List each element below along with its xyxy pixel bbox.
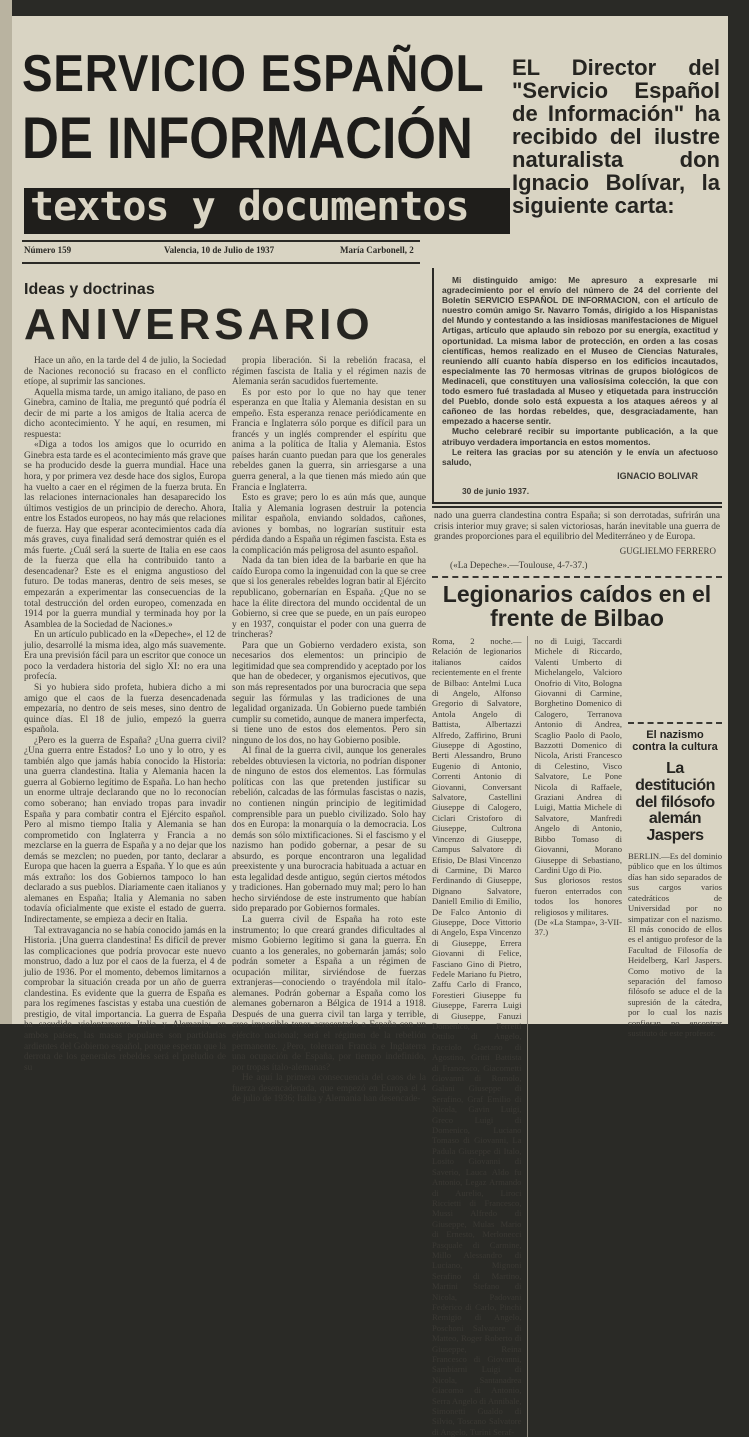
paragraph: propia liberación. Si la rebelión fracasa, el régimen fascista de Italia y el régimen nazis de Alemania serán sacudidos fuertemente. — [232, 356, 426, 388]
paragraph: Aquella misma tarde, un amigo italiano, de paso en Ginebra, camino de Italia, me preguntó qué podría él decir de mi parte a los amigos de Italia acerca de dicho acontecimiento. Y he aquí, en resumen, mi respuesta: — [24, 387, 226, 440]
legionarios-col1: Roma, 2 noche.—Relación de legionarios italianos caídos recientemente en el frente de Bilbao: Antelmi Luca di Angelo, Alfonso Gregorio di Salvatore, Antola Angelo di Battista, Albertazzi Alfredo, Zaffirino, Bruni Giuseppe di Agostino, Berti Alessandro, Bruno Eugenio di Antonio, Correnti Antonio di Giovanni, Conversant Salvatore, Castellini Giuseppe di Calogero, Ciclari Cristoforo di Giuseppe, Cultrona Vincenzo di Giuseppe, Campus Salvatore di Efisio, De Blasi Vincenzo di Carmine, Di Marco Ferdinando di Giuseppe, Dignano Salvatore, Daniell Emilio di Emilio, De Falco Antonio di Giuseppe, Doce Vittorio di Angelo, Espa Vincenzo di Giuseppe, Errera Giovanni di Felice, Fasciano Gino di Pietro, Fedele Mariano fu Pietro, Zaffu Carlo di Franco, Forestieri Giuseppe fu Giuseppe, Farerra Luigi di Giuseppe, Fanuzi Domenico, Ferretti Ottilio di Angelo, Facciolo Gaetano di Agostino, Gritti Battista di Francesco, Giacometti Giovanni di Romolo, Galani Giuseppe di Serafino, Graf Emilio di Nicola, Gavin Luigi, Greco Luigi di Domenico, Luciano Tomaso di Giovanni, La Padula Giuseppe di Italo, Losito Giovanni di Saverio, Lauca Aldo fu Antonio, Legaz Armando di Aurelio, Liroci Riccietti di Francesco, Mussi Alfredo di Giuseppe, Mulas Mario di Ernesto, Merlonecci Pasquale di Carmine, Millo Alessandro di Luciano, Mignoni Serafino di Martino, Martini Stefano di Nicola, Padovani Federico di Carlo, Pinchi Remigio di Angelo, Poschoni Salvatore di Matteo, Roger Roberto di Giuseppe, Reina Francesco di Giovanni, Sambiarni Luigi di Nicola, Santanadrea Giacomo di Antonio, Serra Angelo di Annibale, Simonetti Gualdo di Silvio, Toscano Salvatore di Angelo, Turini Seraf- — [432, 635, 522, 1437]
paragraph: En un artículo publicado en la «Depeche», el 12 de julio, desarrollé la misma idea, algo más suavemente. Era una previsión fácil para un escritor que conoce un poco la verdadera historia del siglo XI: no era una profecía. — [24, 630, 226, 683]
legionarios-col2: no di Luigi, Taccardi Michele di Riccardo, Valenti Umberto di Michelangelo, Valcioro Onofrio di Vito, Bologna Giovanni di Carmine, Borghetino Domenico di Calogero, Terranova Antonio di Andrea, Scaglio Paolo di Paolo, Bazzotti Domenico di Nicola, Aristi Francesco di Celestino, Visco Salvatore, Le Pone Nicola di Raffaele, Graziani Andrea di Luigi, Mattia Michele di Salvatore, Manfredi Angelo di Antonio, Bibbo Tomaso di Giovanni, Morano Giuseppe di Sebastiano, Cardini Ugo di Pio. Sus gloriosos restos fueron enterrados con todos los honores religiosos y militares. (De «La Stampa», 3-VII-37.) — [534, 635, 622, 938]
column-rule — [527, 636, 528, 1437]
paragraph: Hace un año, en la tarde del 4 de julio, la Sociedad de Naciones reconoció su fracaso en el conflicto etíope, al suprimir las sanciones. — [24, 356, 226, 388]
issue-date: Valencia, 10 de Julio de 1937 — [164, 245, 275, 255]
paragraph: Para que un Gobierno verdadero exista, son necesarios dos elementos: un principio de legitimidad que sea comprendido y aceptado por los que han de obedecer, y organismos ejecutivos, que son más representados por una burocracia que sepa seguir las fórmulas y las tradiciones de una legalidad organizada. Un Gobierno puede también cumplir su cometido, aunque de manera imperfecta, si tiene uno de estos dos elementos. Pero sin ninguno de los dos, no hay Gobierno posible. — [232, 640, 426, 746]
rule — [22, 240, 420, 242]
jaspers-title: La destitución del filósofo alemán Jaspers — [635, 760, 715, 845]
paragraph: Al final de la guerra civil, aunque los generales rebeldes obtuviesen la victoria, no podrían disponer de ninguno de estos dos elementos. Las fórmulas políticas con las que pretenden justificar su rebelión, calcadas de las fórmulas fascistas o nazis, no contienen ningún principio de legitimidad comprensible para un pueblo civilizado. Solo hay dos en Europa: la monarquía o la democracia. Los demás son sólo mixtificaciones. Si el fascismo y el nazismo han podido gobernar, a pesar de su absurdo, es porque encontraron una legalidad preexistente y una burocracia habituada a actuar en esta legalidad desde antiguo, según ciertos métodos y tradiciones. Han gobernado muy mal; pero lo han hecho sirviéndose de este instrumento que habían sido preparado por Gobiernos formales. — [232, 746, 426, 915]
ornamental-divider — [432, 576, 722, 579]
paragraph: ¿Pero es la guerra de España? ¿Una guerra civil? ¿Una guerra entre Estados? Lo uno y lo otro, y es también algo que jamás había conocido la Historia: una guerra clandestina. Italia y Alemania hacen la guerra al Gobierno legítimo de España. Lo han hecho un enorme ultraje declarando que no lo reconocían como soberano; han enviado tropas para invadir España y para combatir contra el Ejército español. Pero al mismo tiempo Italia y Alemania se han comprometido con Inglaterra y Francia a no mezclarse en la guerra de España y a no dejar que los demás se mezclen; no pueden, por tanto, declarar a Europa que hacen la guerra a España. Y lo que es aún más extraño: los dos Gobiernos tampoco lo han declarado a sus pueblos. Diariamente caen italianos y alemanes en España; Italia y Alemania no saben todavía oficialmente que existe el estado de guerra. Indirectamente, se empieza a decir en Italia. — [24, 735, 226, 925]
letter-date: 30 de junio 1937. — [462, 485, 530, 496]
paragraph: Esto es grave; pero lo es aún más que, aunque Italia y Alemania lograsen destruir la potencia militar española, enviando soldados, cañones, aviones y bombas, no lograrían sustituir esta pérdida dando a España un régimen fascista. Esta es la complicación más peligrosa del asunto español. — [232, 493, 426, 556]
article-title: ANIVERSARIO — [24, 300, 374, 349]
masthead-line1: SERVICIO ESPAÑOL — [22, 45, 485, 103]
issue-number: Número 159 — [24, 245, 72, 255]
article-author: GUGLIELMO FERRERO — [619, 545, 716, 556]
section-kicker: Ideas y doctrinas — [24, 281, 155, 298]
paragraph: Es por esto por lo que no hay que tener esperanza en que Italia y Alemania desistan en su empeño. Esta esperanza renace periódicamente en Francia e Inglaterra sólo porque es difícil para un francés y un inglés comprender el espíritu que anima a la política de Italia y Alemania. Estos países harán cuanto puedan para que los generales rebeldes ganen la guerra, sin arriesgarse a una guerra general, a la que tienen más miedo aún que Francia e Inglaterra. — [232, 387, 426, 493]
jaspers-body: BERLIN.—Es del dominio público que en los últimos días han sido separados de sus cargos varios catedráticos de Universidad por no simpatizar con el nazismo. El más conocido de ellos es el antiguo profesor de la Facultad de Filosofía de Heidelberg, Karl Jaspers. Como motivo de la separación del famoso filósofo se aduce el de la supresión de la cátedra, por lo cual los nazis confiesan no encontrar sustituto de este profesor. — [628, 851, 722, 1038]
letter-paragraph: Le reitera las gracias por su atención y le envía un afectuoso saludo, — [442, 446, 718, 467]
bolivar-intro: EL Director del "Servicio Español de Información" ha recibido del ilustre naturalista don Ignacio Bolívar, la siguiente carta: — [512, 55, 720, 218]
legionarios-title: Legionarios caídos en el frente de Bilbao — [442, 580, 712, 631]
masthead-line2: DE INFORMACIÓN — [22, 106, 473, 171]
ornamental-divider — [628, 722, 722, 725]
bolivar-letter-box — [432, 268, 722, 504]
issue-address: María Carbonell, 2 — [340, 245, 414, 255]
page-edge — [0, 0, 12, 1024]
paragraph: «Diga a todos los amigos que lo ocurrido en Ginebra esta tarde es el acontecimiento más grave que se ha producido desde la guerra mundial. Hace una hora, y por primera vez desde hace dos siglos, Europa ha vuelto a caer en el régimen de la fuerza bruta. En las relaciones internacionales han desaparecido los últimos vestigios de un principio de derecho. Ahora, entre los Estados europeos, no hay más que relaciones de fuerza. Hay que esperar acontecimientos cada día más graves, cuya finalidad será demostrar quién es el más fuerte. ¿Cuál será la suerte de Italia en ese caos de la fuerza que ella ha contribuido tanto a desencadenar? Este es el enigma angustioso del futuro. De todas maneras, dentro de seis meses, se empezarán a experimentar las consecuencias de la total destrucción del orden europeo, comenzada en 1914 por la guerra mundial y terminada hoy por la Asamblea de la Sociedad de Naciones.» — [24, 440, 226, 630]
paragraph: nado una guerra clandestina contra España; si son derrotadas, sufrirán una crisis interior muy grave; si salen victoriosas, harán inevitable una guerra de grandes proporciones para el equilibrio del Mediterráneo y de Europa. — [434, 510, 720, 543]
letter-signature: IGNACIO BOLIVAR — [617, 470, 698, 481]
masthead-subtitle: textos y documentos — [30, 184, 469, 230]
paragraph: Si yo hubiera sido profeta, hubiera dicho a mi amigo que el caos de la fuerza desencadenada empezaría, no dentro de seis meses, sino dentro de quince días. El 18 de julio, empezó la guerra española. — [24, 682, 226, 736]
rule — [432, 506, 722, 508]
paragraph: Tal extravagancia no se había conocido jamás en la Historia. ¡Una guerra clandestina! Es difícil de prever las complicaciones que podría provocar este nuevo monstruo, dado a luz por el caos de la fuerza, el 4 de julio de 1936. Por el momento, debemos limitarnos a comprobar la situación creada por un año de guerra clandestina. Es evidente que la guerra de España es para los regímenes fascistas y estaba una cuestión de prestigio, de vital importancia. La guerra de España ha sacudido violentamente Italia y Alemania; en ambos países, las masas populares son partidarias ardientes del Gobierno español, porque esperan que la derrota de los generales rebeldes será el preludio de su — [24, 925, 226, 1073]
jaspers-kicker: El nazismo contra la cultura — [632, 729, 718, 753]
letter-paragraph: Mucho celebraré recibir su importante publicación, a la que atribuyo verdadera importancia en estos momentos. — [442, 426, 718, 447]
paragraph: La guerra civil de España ha roto este instrumento; lo que creará grandes dificultades al mismo Gobierno legítimo si gana la guerra. En cuanto a los generales, no gobernarán jamás; solo podrán someter a España a un régimen de ocupación militar, sirviéndose de fuerzas extranjeras—conociendo o trayéndola mil ítalo-alemanes. Podrán gobernar a España como los alemanes gobernaron a Bélgica de 1914 a 1918. Después de una guerra civil tan larga y terrible, creo imposible tener acrecentado a España con un ejército nacional; será el régimen de la rebelión permanente. ¿Pero, toleraran Francia e Inglaterra una ocupación de España, por tiempo indefinido, por tropas ítalo-alemanas? — [232, 914, 426, 1073]
paragraph: Nada da tan bien idea de la barbarie en que ha caído Europa como la ingenuidad con la que se cree que si los generales rebeldes logran batir al Ejército republicano, gobernarían en España. ¿Que no se hace la élite directora del mundo occidental de un Gobierno, si cree que se puede, en un país europeo y en 1937, conquistar el poder con una guerra de trincheras? — [232, 556, 426, 641]
rule — [22, 262, 420, 264]
paragraph: He aquí la primera consecuencia del caos de la fuerza desencadenada, que empezó en Europa el 4 de julio de 1936; Italia y Alemania han desencade- — [232, 1073, 426, 1105]
jaspers-column — [628, 722, 722, 1038]
article-source: («La Depeche».—Toulouse, 4-7-37.) — [450, 561, 588, 572]
letter-paragraph: Mi distinguido amigo: Me apresuro a expresarle mi agradecimiento por el envío del número de 24 del corriente del Boletín SERVICIO ESPAÑOL DE INFORMACION, con el artículo de nuestro común amigo Sr. Navarro Tomás, dirigido a los Hispanistas del Mundo y contestando a las insidiosas manifestaciones de Miguel Artigas, artículo que aplaudo sin rebozo por su energía, exactitud y oportunidad. La misma labor de protección, en orden a las cosas científicas, hemos realizado en el Museo de Ciencias Naturales, reuniendo allí cuanto había disperso en los edificios incautados, especialmente las 70 hermosas vitrinas de grupos biológicos de Medinaceli, que constituyen una valiosísima colección, la que con todo esmero fué trasladada al Museo y etiquetada para instrucción del Pueblo, donde solo está expuesta a los ataques aéreos y al cañoneo de las hordas rebeldes, que, desgraciadamente, han empezado a hacerse sentir. — [442, 275, 718, 427]
